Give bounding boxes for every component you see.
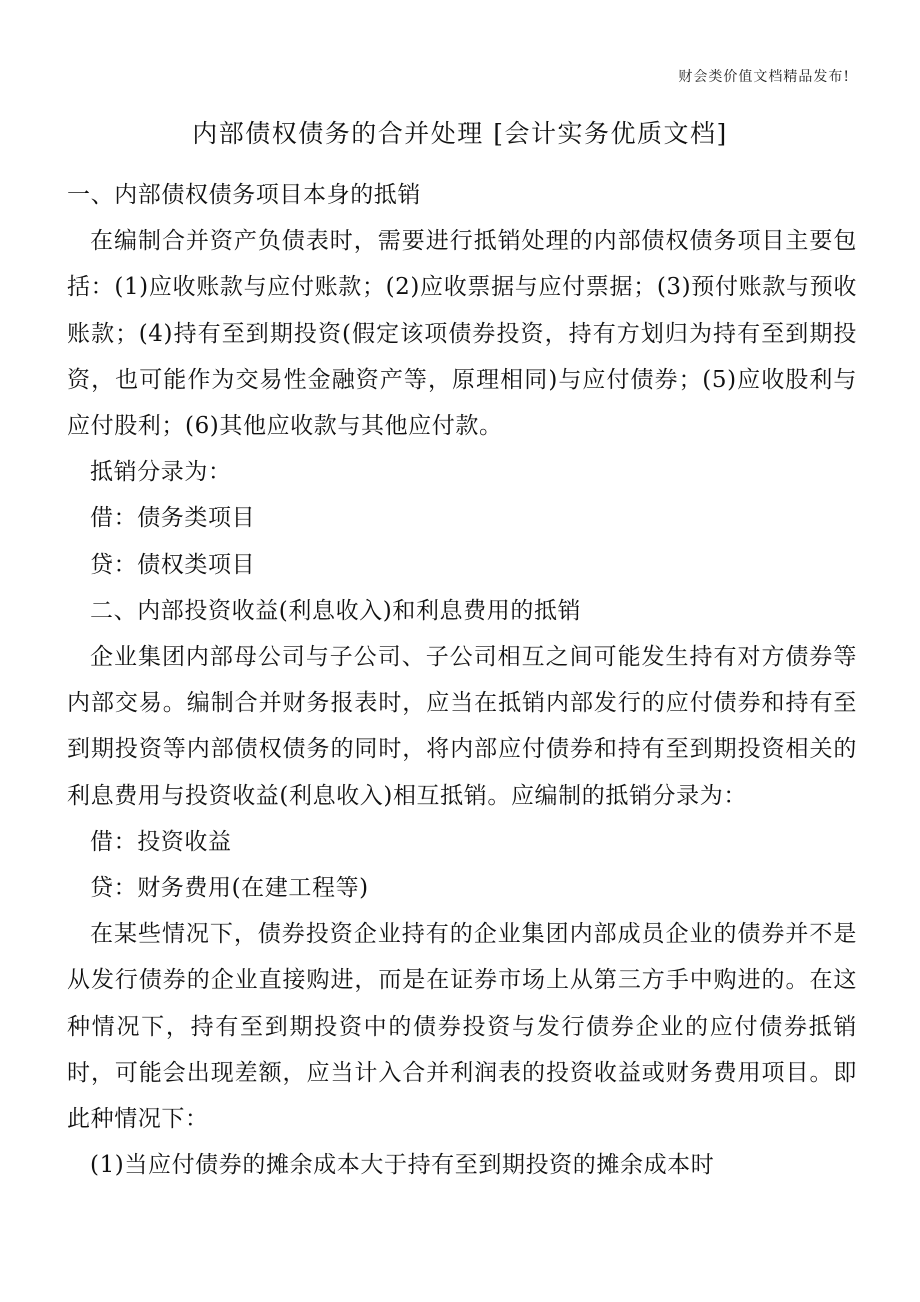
page-title: 内部债权债务的合并处理 [会计实务优质文档]: [192, 119, 728, 148]
section-heading-2: 二、内部投资收益(利息收入)和利息费用的抵销: [90, 597, 582, 624]
credit-entry: 贷：债权类项目: [90, 551, 256, 578]
document-body: [67, 172, 857, 1188]
debit-entry: 借：投资收益: [90, 828, 232, 855]
section-heading-1: 一、内部债权债务项目本身的抵销: [67, 182, 421, 208]
header-note: 财会类价值文档精品发布!: [678, 69, 850, 85]
case-item: (1)当应付债券的摊余成本大于持有至到期投资的摊余成本时: [90, 1152, 715, 1179]
paragraph: 企业集团内部母公司与子公司、子公司相互之间可能发生持有对方债券等内部交易。编制合并财务报表时，应当在抵销内部发行的应付债券和持有至到期投资等内部债权债务的同时，将内部应付债券和持有至到期投资相关的利息费用与投资收益(利息收入)相互抵销。应编制的抵销分录为：: [67, 644, 857, 809]
debit-entry: 借：债务类项目: [90, 505, 256, 532]
credit-entry: 贷：财务费用(在建工程等): [90, 875, 369, 902]
entry-label: 抵销分录为：: [90, 459, 232, 486]
paragraph: 在某些情况下，债券投资企业持有的企业集团内部成员企业的债券并不是从发行债券的企业直接购进，而是在证券市场上从第三方手中购进的。在这种情况下，持有至到期投资中的债券投资与发行债券企业的应付债券抵销时，可能会出现差额，应当计入合并利润表的投资收益或财务费用项目。即此种情况下：: [67, 921, 857, 1133]
paragraph: 在编制合并资产负债表时，需要进行抵销处理的内部债权债务项目主要包括：(1)应收账款与应付账款；(2)应收票据与应付票据；(3)预付账款与预收账款；(4)持有至到期投资(假定该项债券投资，持有方划归为持有至到期投资，也可能作为交易性金融资产等，原理相同)与应付债券；(5)应收股利与应付股利；(6)其他应收款与其他应付款。: [67, 228, 857, 440]
